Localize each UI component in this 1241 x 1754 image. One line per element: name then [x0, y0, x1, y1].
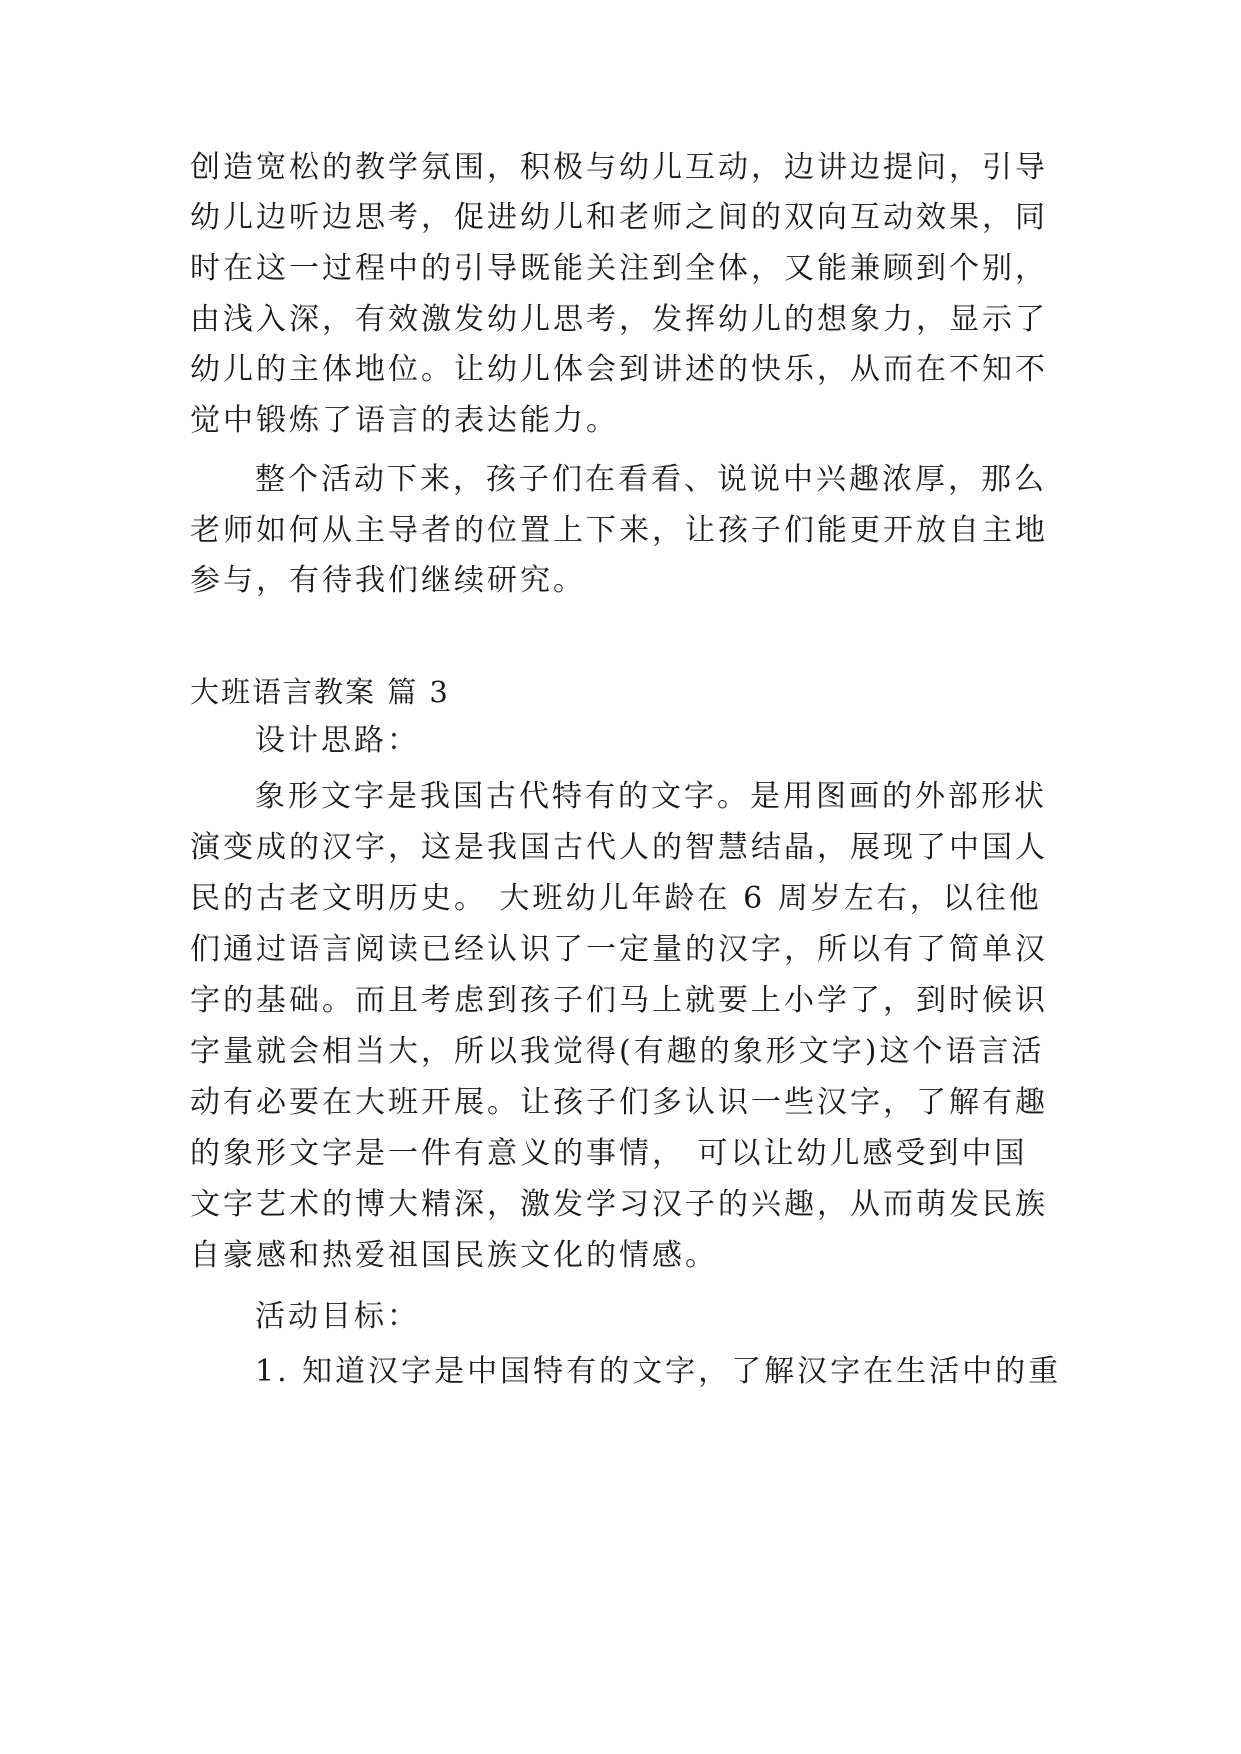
paragraph-line: 们通过语言阅读已经认识了一定量的汉字，所以有了简单汉 [190, 932, 1048, 967]
paragraph-line: 民的古老文明历史。 大班幼儿年龄在 6 周岁左右，以往他 [190, 881, 1042, 916]
goal-item: 1. 知道汉字是中国特有的文字，了解汉字在生活中的重 [255, 1354, 1062, 1389]
goals-label: 活动目标： [255, 1299, 420, 1334]
paragraph-line: 象形文字是我国古代特有的文字。是用图画的外部形状 [255, 779, 1047, 814]
paragraph-line: 老师如何从主导者的位置上下来，让孩子们能更开放自主地 [190, 513, 1048, 548]
paragraph-line: 觉中锻炼了语言的表达能力。 [190, 403, 619, 438]
paragraph-line: 由浅入深，有效激发幼儿思考，发挥幼儿的想象力，显示了 [190, 302, 1048, 337]
paragraph-line: 幼儿的主体地位。让幼儿体会到讲述的快乐，从而在不知不 [190, 352, 1048, 387]
paragraph-line: 字量就会相当大，所以我觉得(有趣的象形文字)这个语言活 [190, 1034, 1045, 1069]
paragraph-line: 创造宽松的教学氛围，积极与幼儿互动，边讲边提问，引导 [190, 150, 1048, 185]
paragraph-line: 参与，有待我们继续研究。 [190, 563, 586, 598]
paragraph-line: 字的基础。而且考虑到孩子们马上就要上小学了，到时候识 [190, 983, 1048, 1018]
paragraph-line: 动有必要在大班开展。让孩子们多认识一些汉字，了解有趣 [190, 1085, 1048, 1120]
paragraph-line: 演变成的汉字，这是我国古代人的智慧结晶，展现了中国人 [190, 830, 1048, 865]
paragraph-line: 整个活动下来，孩子们在看看、说说中兴趣浓厚，那么 [255, 462, 1047, 497]
paragraph-line: 的象形文字是一件有意义的事情， 可以让幼儿感受到中国 [190, 1136, 1028, 1171]
paragraph-line: 自豪感和热爱祖国民族文化的情感。 [190, 1238, 718, 1273]
paragraph-line: 文字艺术的博大精深，激发学习汉子的兴趣，从而萌发民族 [190, 1187, 1048, 1222]
paragraph-line: 时在这一过程中的引导既能关注到全体，又能兼顾到个别， [190, 251, 1048, 286]
paragraph-line: 幼儿边听边思考，促进幼儿和老师之间的双向互动效果，同 [190, 200, 1048, 235]
design-label: 设计思路： [255, 723, 420, 758]
section-heading: 大班语言教案 篇 3 [190, 675, 450, 709]
